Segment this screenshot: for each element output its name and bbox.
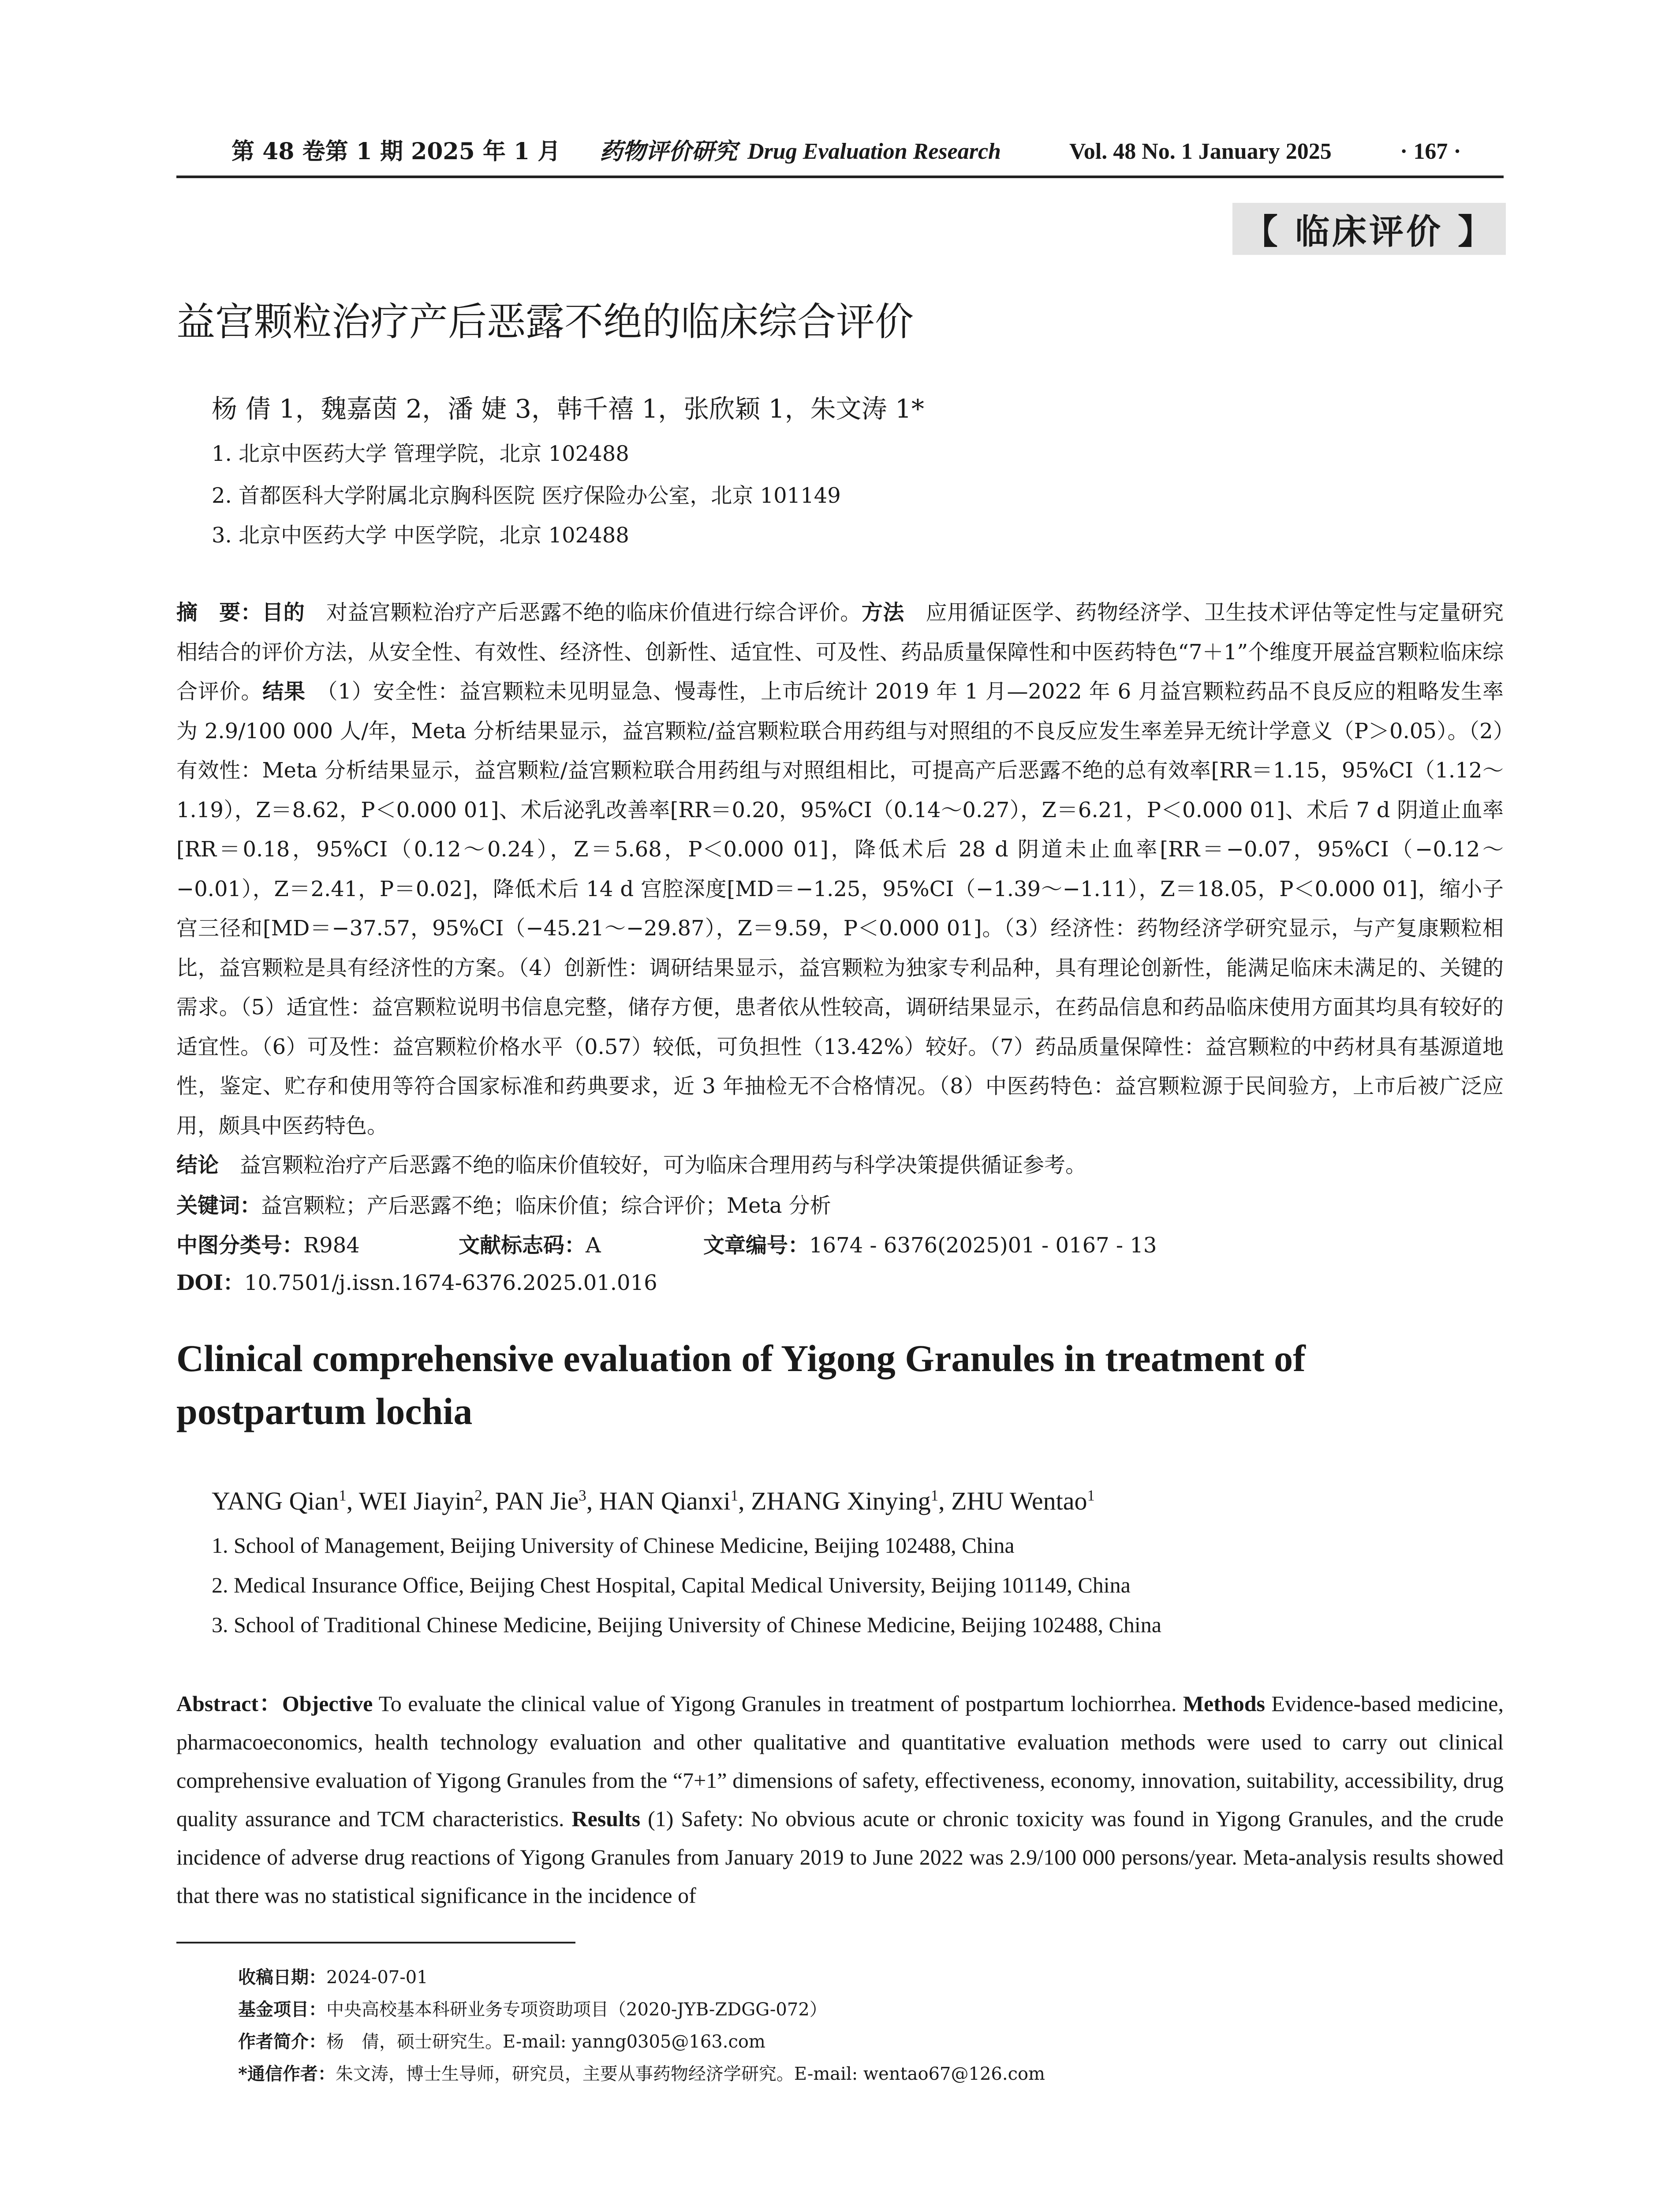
header-volume-en: Vol. 48 No. 1 January 2025 [1069, 139, 1332, 164]
footnote-label: 收稿日期： [238, 1967, 326, 1988]
cn-affiliation: 1. 北京中医药大学 管理学院，北京 102488 [212, 441, 629, 466]
clc-value: R984 [303, 1233, 360, 1258]
header-page-number: · 167 · [1400, 139, 1461, 164]
doc-code-label: 文献标志码： [459, 1233, 586, 1258]
en-authors: YANG Qian$^1$, WEI Jiayin$^2$, PAN Jie$^3$, HAN Qianxi$^1$, ZHANG Xinying$^1$, ZHU Wentao$^1$ [212, 1487, 1095, 1515]
doc-code-line [459, 1228, 601, 1259]
en-abstract [176, 1685, 1504, 1915]
en-results-label: Results [571, 1806, 641, 1831]
section-tag: 【 临床评价 】 [1232, 203, 1506, 255]
footnote-text: 杨 倩，硕士研究生。E-mail: yanng0305@163.com [326, 2032, 765, 2052]
keywords-text: 益宫颗粒；产后恶露不绝；临床价值；综合评价；Meta 分析 [261, 1193, 831, 1218]
article-no-line [703, 1228, 1157, 1259]
footnote-label: *通信作者： [238, 2063, 336, 2084]
doi-label: DOI： [176, 1271, 244, 1295]
en-objective-text: To evaluate the clinical value of Yigong Granules in treatment of postpartum lochiorrhea. [373, 1691, 1183, 1716]
header-journal-en: Drug Evaluation Research [747, 139, 1001, 164]
footnote-text: 中央高校基本科研业务专项资助项目（2020-JYB-ZDGG-072） [326, 1999, 827, 2020]
conclusion-text: 益宫颗粒治疗产后恶露不绝的临床价值较好，可为临床合理用药与科学决策提供循证参考。 [219, 1153, 1087, 1177]
article-no-value: 1674 - 6376(2025)01 - 0167 - 13 [809, 1233, 1157, 1258]
footnote-received [238, 1963, 428, 1988]
journal-logo: 药物评价研究 [600, 138, 738, 165]
clc-label: 中图分类号： [176, 1233, 304, 1258]
classification-line [176, 1228, 360, 1259]
header-issue: 第 48 卷第 1 期 2025 年 1 月 [231, 138, 561, 165]
cn-abstract [176, 593, 1504, 1185]
footnote-label: 基金项目： [238, 1999, 326, 2020]
en-affiliation: 1. School of Management, Beijing University of Chinese Medicine, Beijing 102488, China [212, 1533, 1015, 1558]
methods-label: 方法 [861, 600, 904, 625]
keywords-line [176, 1188, 831, 1219]
cn-affiliation: 2. 首都医科大学附属北京胸科医院 医疗保险办公室，北京 101149 [212, 483, 841, 508]
footnote-label: 作者简介： [238, 2031, 326, 2052]
en-title: Clinical comprehensive evaluation of Yigong Granules in treatment of postpartum lochia [176, 1337, 1306, 1432]
footnote-text: 2024-07-01 [326, 1967, 428, 1988]
cn-title: 益宫颗粒治疗产后恶露不绝的临床综合评价 [176, 299, 914, 344]
footnote-author [238, 2028, 765, 2053]
doi-link[interactable]: 10.7501/j.issn.1674-6376.2025.01.016 [244, 1271, 657, 1295]
header-rule [176, 176, 1504, 178]
objective-label: 目的 [262, 600, 305, 625]
en-results-text: (1) Safety: No obvious acute or chronic toxicity was found in Yigong Granules, and the crude incidence of adverse drug reactions of Yigong Granules from January 2019 to June 2022 was 2.9/100 000 persons/year. Meta-analysis results showed that there was no statistical significance in the incidence of [176, 1806, 1504, 1908]
results-label: 结果 [262, 679, 306, 704]
doc-code-value: A [586, 1233, 601, 1258]
en-methods-label: Methods [1183, 1691, 1265, 1716]
footnote-text: 朱文涛，博士生导师，研究员，主要从事药物经济学研究。E-mail: wentao67@126.com [335, 2064, 1045, 2084]
en-methods-text: Evidence-based medicine, pharmacoeconomics, health technology evaluation and other qualitative and quantitative evaluation methods were used to carry out clinical comprehensive evaluation of Yigong Granules from the “7+1” dimensions of safety, effectiveness, economy, innovation, suitability, accessibility, drug quality assurance and TCM characteristics. [176, 1691, 1504, 1831]
conclusion-label: 结论 [176, 1153, 219, 1177]
abstract-label: 摘 要： [176, 600, 262, 625]
footnote-rule [176, 1942, 575, 1943]
article-no-label: 文章编号： [703, 1233, 810, 1258]
footnote-funding [238, 1996, 827, 2021]
methods-text: 应用循证医学、药物经济学、卫生技术评估等定性与定量研究相结合的评价方法，从安全性、有效性、经济性、创新性、适宜性、可及性、药品质量保障性和中医药特色“7＋1”个维度开展益宫颗粒临床综合评价。 [176, 600, 1504, 704]
results-text: （1）安全性：益宫颗粒未见明显急、慢毒性，上市后统计 2019 年 1 月—2022 年 6 月益宫颗粒药品不良反应的粗略发生率为 2.9/100 000 人/年，Meta 分析结果显示，益宫颗粒/益宫颗粒联合用药组与对照组的不良反应发生率差异无统计学意义（P＞0.05）。（2）有效性：Meta 分析结果显示，益宫颗粒/益宫颗粒联合用药组与对照组相比，可提高产后恶露不绝的总有效率[RR＝1.15，95%CI（1.12～1.19），Z＝8.62，P＜0.000 01]、术后泌乳改善率[RR＝0.20，95%CI（0.14～0.27），Z＝6.21，P＜0.000 01]、术后 7 d 阴道止血率[RR＝0.18，95%CI（0.12～0.24），Z＝5.68，P＜0.000 01]，降低术后 28 d 阴道未止血率[RR＝−0.07，95%CI（−0.12～−0.01），Z＝2.41，P＝0.02]，降低术后 14 d 宫腔深度[MD＝−1.25，95%CI（−1.39～−1.11），Z＝18.05，P＜0.000 01]，缩小子宫三径和[MD＝−37.57，95%CI（−45.21～−29.87），Z＝9.59，P＜0.000 01]。（3）经济性：药物经济学研究显示，与产复康颗粒相比，益宫颗粒是具有经济性的方案。（4）创新性：调研结果显示，益宫颗粒为独家专利品种，具有理论创新性，能满足临床未满足的、关键的需求。（5）适宜性：益宫颗粒说明书信息完整，储存方便，患者依从性较高，调研结果显示，在药品信息和药品临床使用方面其均具有较好的适宜性。（6）可及性：益宫颗粒价格水平（0.57）较低，可负担性（13.42%）较好。（7）药品质量保障性：益宫颗粒的中药材具有基源道地性，鉴定、贮存和使用等符合国家标准和药典要求，近 3 年抽检无不合格情况。（8）中医药特色：益宫颗粒源于民间验方，上市后被广泛应用，颇具中医药特色。 [176, 679, 1504, 1138]
en-abstract-label: Abstract： [176, 1691, 282, 1716]
en-affiliation: 3. School of Traditional Chinese Medicine, Beijing University of Chinese Medicine, Beijing 102488, China [212, 1612, 1161, 1637]
keywords-label: 关键词： [176, 1193, 261, 1218]
en-affiliation: 2. Medical Insurance Office, Beijing Chest Hospital, Capital Medical University, Beijing 101149, China [212, 1573, 1131, 1597]
footnote-corresponding [238, 2060, 1045, 2085]
en-objective-label: Objective [282, 1691, 373, 1716]
cn-authors: 杨 倩 1，魏嘉茵 2，潘 婕 3，韩千禧 1，张欣颖 1，朱文涛 1* [212, 394, 924, 424]
cn-affiliation: 3. 北京中医药大学 中医学院，北京 102488 [212, 523, 629, 548]
objective-text: 对益宫颗粒治疗产后恶露不绝的临床价值进行综合评价。 [305, 600, 862, 625]
doi-line [176, 1266, 657, 1296]
